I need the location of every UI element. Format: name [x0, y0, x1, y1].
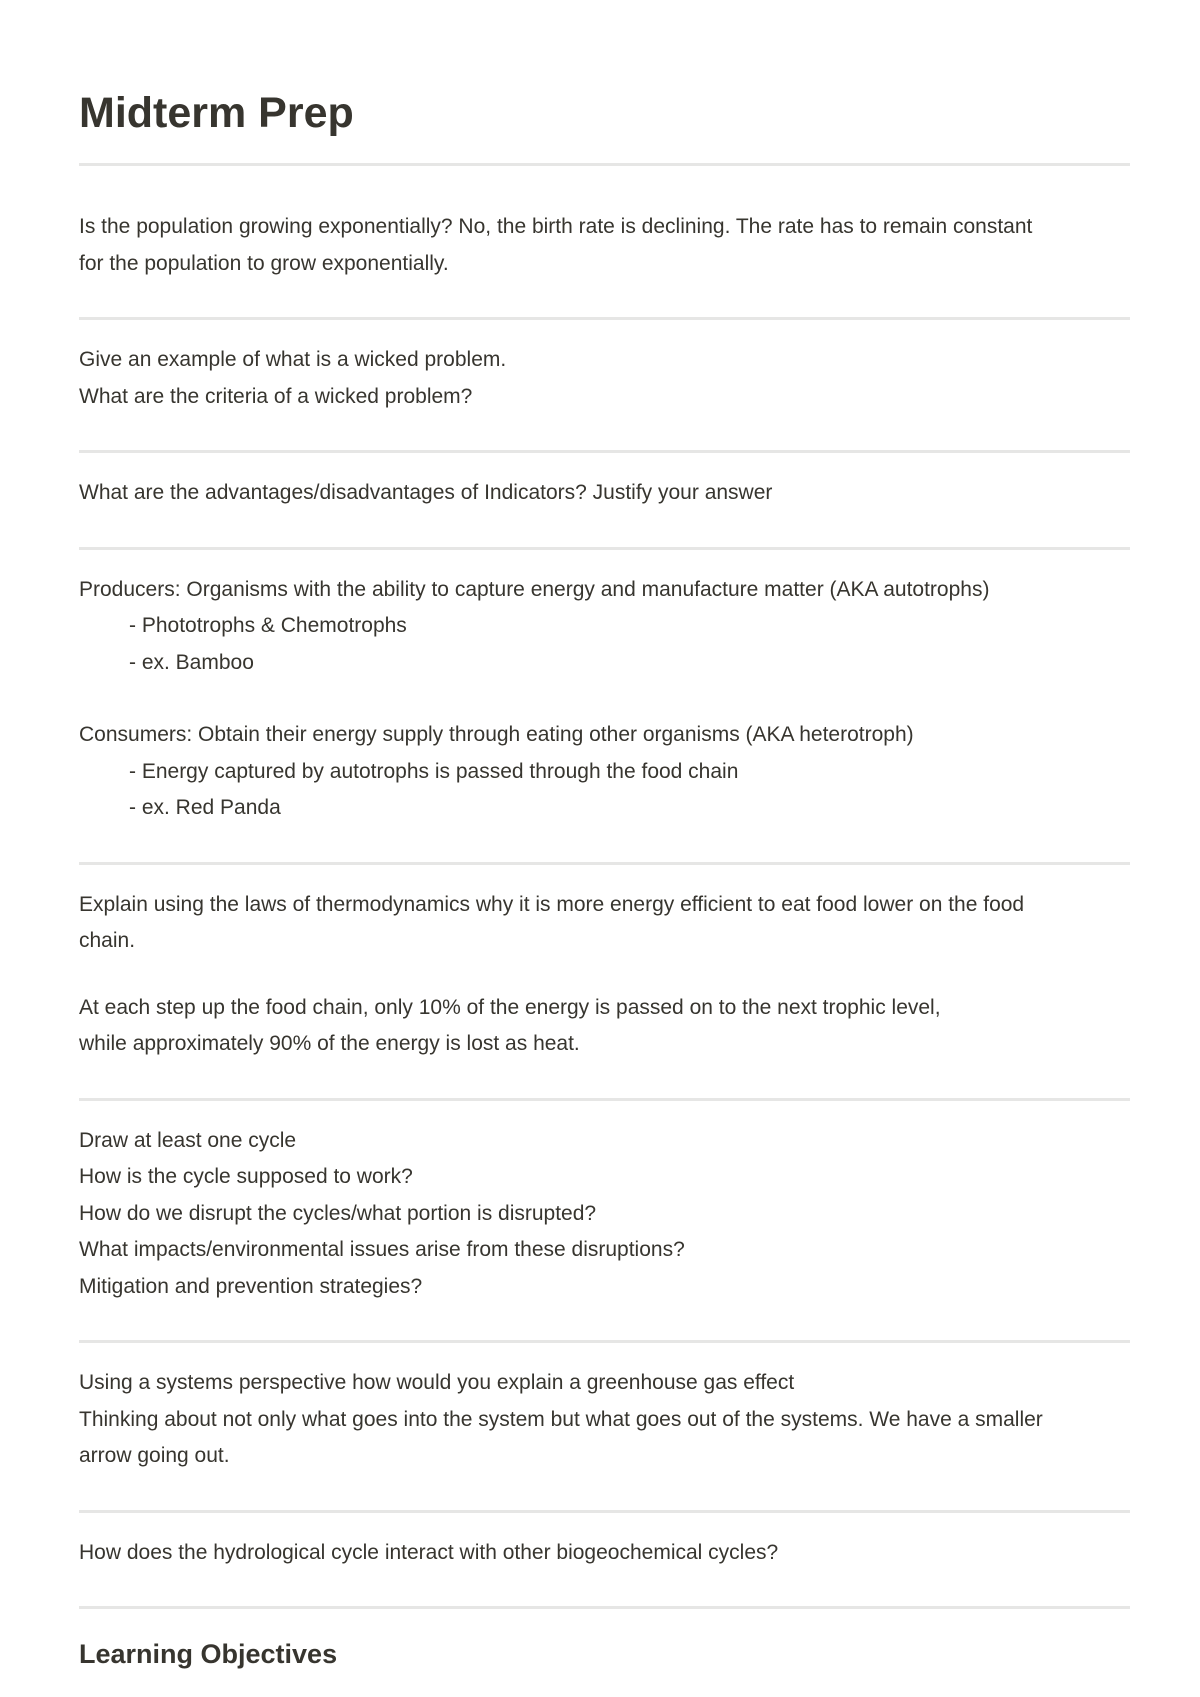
- producers-definition: Producers: Organisms with the ability to capture energy and manufacture matter (AKA autotrophs): [79, 577, 990, 601]
- text-line: arrow going out.: [79, 1444, 230, 1467]
- section-divider: [79, 547, 1130, 550]
- consumers-definition: Consumers: Obtain their energy supply through eating other organisms (AKA heterotroph): [79, 723, 914, 746]
- section-wicked-problem: [79, 342, 1130, 415]
- section-divider: [79, 1340, 1130, 1343]
- text-line: At each step up the food chain, only 10% of the energy is passed on to the next trophic level,: [79, 995, 941, 1019]
- section-indicators: [79, 475, 1130, 512]
- section-divider: [79, 1606, 1130, 1609]
- consumers-item: - Energy captured by autotrophs is passed through the food chain: [129, 759, 739, 783]
- producers-item: - ex. Bamboo: [129, 650, 254, 674]
- section-divider: [79, 1510, 1130, 1513]
- paragraph-gap: [79, 960, 1130, 990]
- text-line: Mitigation and prevention strategies?: [79, 1274, 423, 1298]
- section-population: [79, 209, 1130, 282]
- section-cycles: [79, 1123, 1130, 1306]
- paragraph-gap: [79, 681, 1130, 717]
- text-line: Draw at least one cycle: [79, 1128, 297, 1152]
- text-line: How do we disrupt the cycles/what portion is disrupted?: [79, 1201, 597, 1225]
- text-line: Give an example of what is a wicked problem.: [79, 348, 507, 371]
- text-line: while approximately 90% of the energy is lost as heat.: [79, 1032, 580, 1055]
- text-line: Is the population growing exponentially? No, the birth rate is declining. The rate has to remain constant: [79, 215, 1033, 238]
- section-hydrological: [79, 1535, 1130, 1572]
- section-producers-consumers: [79, 572, 1130, 827]
- section-divider: [79, 317, 1130, 320]
- producers-item: - Phototrophs & Chemotrophs: [129, 614, 407, 637]
- section-thermodynamics: [79, 887, 1130, 1063]
- text-line: What impacts/environmental issues arise from these disruptions?: [79, 1238, 685, 1261]
- learning-objectives-heading: Learning Objectives: [79, 1639, 338, 1669]
- text-line: Thinking about not only what goes into the system but what goes out of the systems. We have a smaller: [79, 1407, 1043, 1431]
- text-line: What are the advantages/disadvantages of Indicators? Justify your answer: [79, 481, 773, 504]
- title-divider: [79, 163, 1130, 166]
- consumers-item: - ex. Red Panda: [129, 796, 281, 819]
- text-line: How does the hydrological cycle interact with other biogeochemical cycles?: [79, 1540, 779, 1564]
- text-line: How is the cycle supposed to work?: [79, 1165, 413, 1188]
- text-line: Using a systems perspective how would you explain a greenhouse gas effect: [79, 1371, 795, 1394]
- page-title: Midterm Prep: [79, 89, 354, 137]
- text-line: chain.: [79, 929, 136, 952]
- section-divider: [79, 862, 1130, 865]
- text-line: What are the criteria of a wicked problem?: [79, 384, 473, 408]
- text-line: for the population to grow exponentially.: [79, 251, 449, 275]
- document-page: [79, 0, 1130, 1672]
- section-greenhouse: [79, 1365, 1130, 1475]
- section-divider: [79, 450, 1130, 453]
- section-divider: [79, 1098, 1130, 1101]
- text-line: Explain using the laws of thermodynamics why it is more energy efficient to eat food lower on the food: [79, 892, 1025, 916]
